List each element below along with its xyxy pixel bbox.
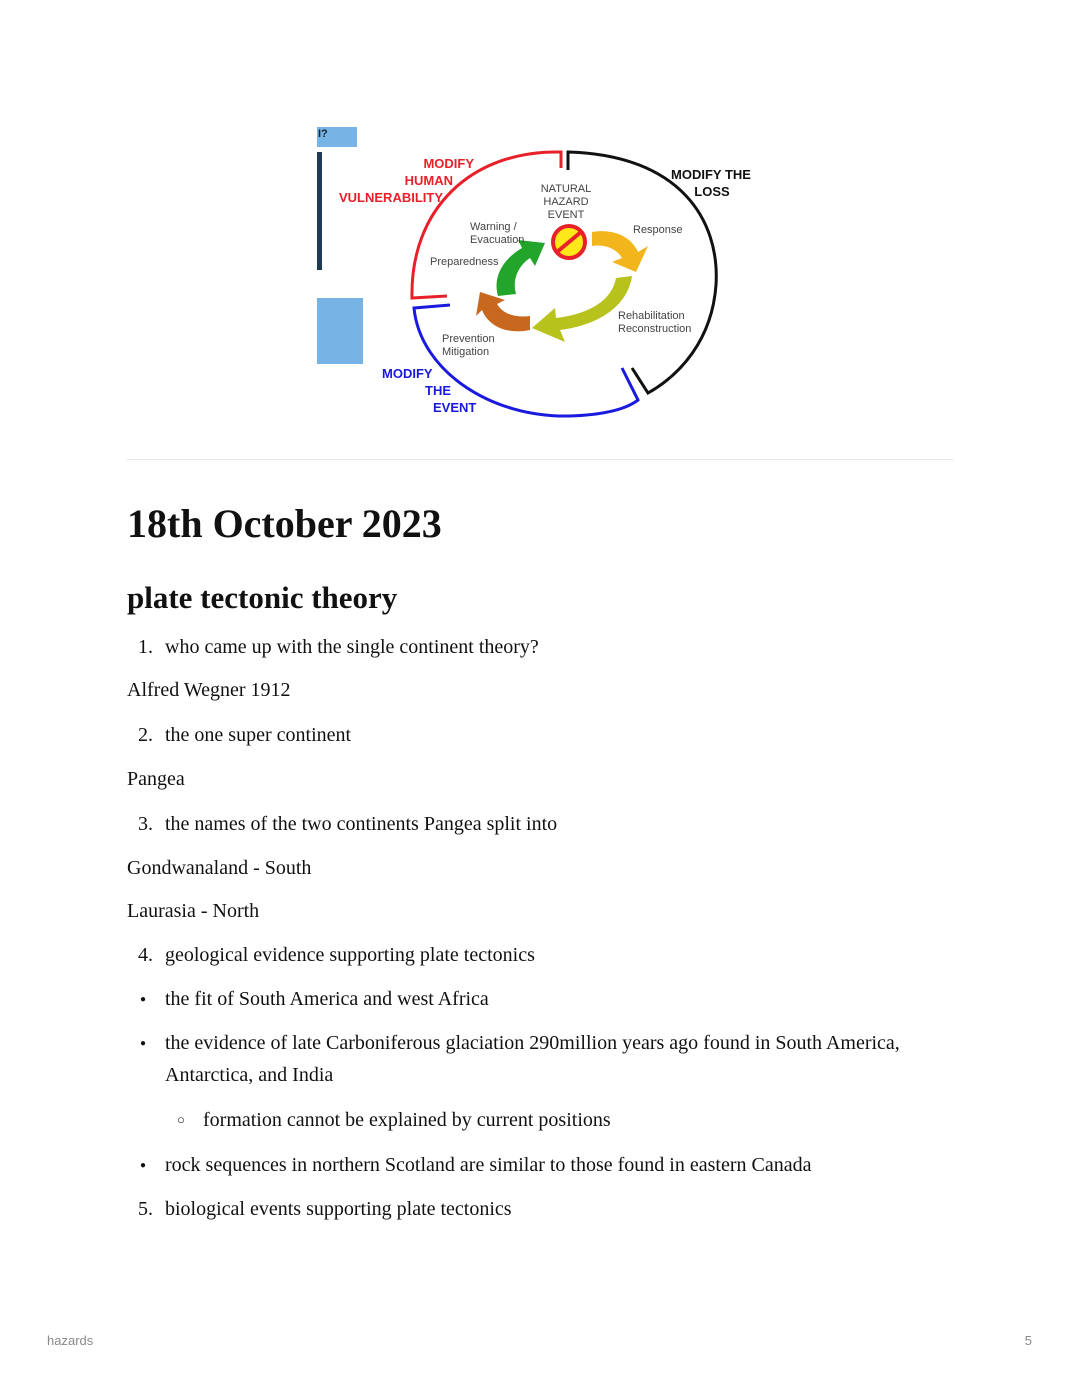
- bullet-item: [140, 1027, 900, 1059]
- item-text: Antarctica, and India: [165, 1064, 334, 1086]
- bullet-icon: ●: [140, 1038, 147, 1049]
- label-vulnerability: VULNERABILITY: [339, 190, 443, 205]
- answer-text: [127, 763, 185, 795]
- label-modify: MODIFY: [382, 366, 433, 381]
- lime-arrow: [532, 276, 632, 342]
- item-text: who came up with the single continent theory?: [165, 636, 539, 658]
- item-text: Gondwanaland - South: [127, 857, 312, 879]
- numbered-item: [127, 939, 535, 971]
- item-text: the names of the two continents Pangea split into: [165, 813, 558, 835]
- bullet-icon: ●: [140, 994, 147, 1005]
- numbered-item: [127, 631, 539, 663]
- bullet-item: [140, 1149, 812, 1181]
- label-event: EVENT: [547, 209, 585, 221]
- bullet-icon: ●: [140, 1160, 147, 1171]
- item-number: 3.: [138, 813, 153, 835]
- item-text: the one super continent: [165, 724, 352, 746]
- bullet-item: [140, 983, 489, 1015]
- item-text: Laurasia - North: [127, 900, 260, 922]
- footer-title: hazards: [47, 1333, 94, 1348]
- answer-text: [127, 852, 311, 884]
- answer-text: [127, 674, 291, 706]
- label-reconstruction: Reconstruction: [618, 323, 692, 335]
- label-warning: Warning /: [470, 221, 517, 233]
- hazard-management-cycle-diagram: [310, 120, 770, 430]
- item-text: geological evidence supporting plate tectonics: [165, 944, 535, 966]
- label-evacuation: Evacuation: [470, 234, 525, 246]
- item-text: biological events supporting plate tectonics: [165, 1198, 512, 1220]
- sub-bullet-item: [177, 1104, 611, 1136]
- item-number: 1.: [138, 636, 153, 658]
- item-text: formation cannot be explained by current positions: [203, 1109, 611, 1131]
- orange-arrow: [476, 292, 530, 331]
- item-text: the fit of South America and west Africa: [165, 988, 489, 1010]
- label-mitigation: Mitigation: [442, 346, 490, 358]
- label-modify: MODIFY: [423, 156, 474, 171]
- label-response: Response: [633, 224, 683, 236]
- numbered-item: [127, 808, 557, 840]
- answer-text: [127, 895, 259, 927]
- numbered-item: [127, 1193, 512, 1225]
- item-text: Pangea: [127, 768, 185, 790]
- item-text: rock sequences in northern Scotland are similar to those found in eastern Canada: [165, 1154, 812, 1176]
- item-number: 2.: [138, 724, 153, 746]
- bullet-item: [165, 1059, 333, 1091]
- page-heading: 18th October 2023: [127, 501, 442, 546]
- blue-block: [317, 298, 363, 364]
- page-number: 5: [1024, 1333, 1032, 1348]
- corner-mark: I?: [318, 128, 328, 140]
- item-number: 5.: [138, 1198, 153, 1220]
- label-event: EVENT: [433, 400, 477, 415]
- label-modify-the: MODIFY THE: [671, 167, 751, 182]
- label-prevention: Prevention: [442, 333, 495, 345]
- green-arrow: [497, 240, 545, 296]
- yellow-arrow: [592, 231, 648, 272]
- dark-bar: [317, 152, 322, 270]
- numbered-item: [127, 719, 351, 751]
- label-human: HUMAN: [404, 173, 453, 188]
- item-number: 4.: [138, 944, 153, 966]
- label-natural: NATURAL: [540, 183, 592, 195]
- label-loss: LOSS: [694, 184, 730, 199]
- label-rehabilitation: Rehabilitation: [618, 310, 685, 322]
- label-the: THE: [425, 383, 451, 398]
- item-text: the evidence of late Carboniferous glaciation 290million years ago found in South America,: [165, 1032, 900, 1054]
- divider: [127, 459, 953, 460]
- item-text: Alfred Wegner 1912: [127, 679, 291, 701]
- label-preparedness: Preparedness: [430, 256, 499, 268]
- section-heading: plate tectonic theory: [127, 580, 398, 615]
- hollow-bullet-icon: ○: [177, 1112, 185, 1127]
- label-hazard: HAZARD: [543, 196, 589, 208]
